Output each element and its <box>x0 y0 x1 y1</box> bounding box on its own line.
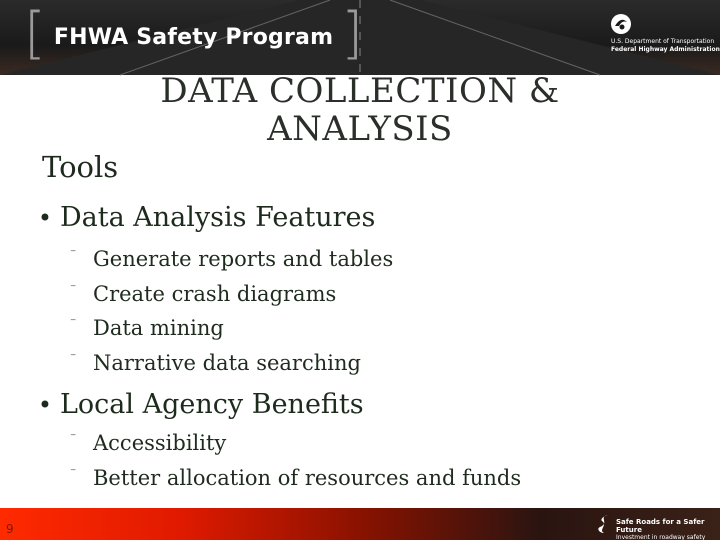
slide-title-line-1: DATA COLLECTION & <box>160 71 560 111</box>
list-item <box>70 316 224 340</box>
dash-marker: ⁻ <box>70 430 77 444</box>
slide-subtitle: Tools <box>42 150 119 184</box>
list-item-text: Accessibility <box>93 431 227 455</box>
brand-title: FHWA Safety Program <box>53 24 334 50</box>
agency-line-1: U.S. Department of Transportation <box>611 38 715 45</box>
list-item-text: Generate reports and tables <box>93 247 394 271</box>
list-item-text: Data mining <box>93 316 224 340</box>
agency-name <box>611 38 720 54</box>
bullet-marker: • <box>37 203 53 232</box>
bullet-text: Local Agency Benefits <box>60 389 364 420</box>
list-item <box>70 282 336 306</box>
list-item <box>70 431 226 455</box>
footer-tagline <box>616 518 720 550</box>
agency-line-2: Federal Highway Administration <box>611 46 720 53</box>
bracket-left: [ <box>24 1 46 66</box>
footer-tagline-2: Investment in roadway safety saves lives <box>616 534 706 549</box>
bracket-right: ] <box>341 1 364 66</box>
header-banner <box>0 0 720 75</box>
list-item-text: Narrative data searching <box>93 351 361 375</box>
dash-marker: ⁻ <box>70 246 77 260</box>
safe-roads-logo-icon <box>594 513 614 535</box>
bullet-marker: • <box>37 390 53 419</box>
brand-logo <box>24 1 364 66</box>
dash-marker: ⁻ <box>70 281 77 295</box>
slide-title-line-2: ANALYSIS <box>267 109 453 149</box>
bullet-text: Data Analysis Features <box>60 202 376 233</box>
list-item <box>70 247 393 271</box>
list-item-text: Better allocation of resources and funds <box>93 466 522 490</box>
footer-tagline-1: Safe Roads for a Safer Future <box>616 518 705 534</box>
dash-marker: ⁻ <box>70 465 77 479</box>
dash-marker: ⁻ <box>70 350 77 364</box>
slide-title <box>130 72 590 148</box>
list-item <box>70 466 521 490</box>
footer-banner <box>0 508 720 549</box>
bullet-local-agency-benefits <box>30 389 364 420</box>
list-item <box>70 351 361 375</box>
usdot-logo-icon <box>611 14 631 34</box>
dash-marker: ⁻ <box>70 315 77 329</box>
page-number: 9 <box>6 522 14 536</box>
list-item-text: Create crash diagrams <box>93 282 337 306</box>
bullet-data-analysis-features <box>30 202 375 233</box>
